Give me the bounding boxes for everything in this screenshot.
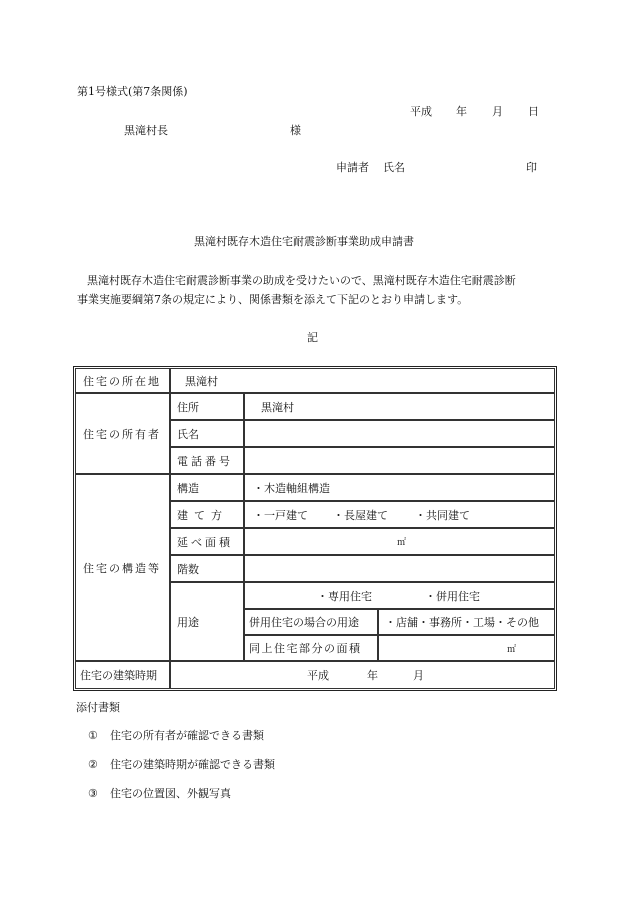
attachment-item-1 <box>88 730 264 741</box>
kozo-label-text: 構造 <box>177 481 199 495</box>
residential-area-label <box>244 635 378 661</box>
applicant-label: 申請者 <box>336 161 369 174</box>
tatekata-label <box>170 501 244 528</box>
owner-phone-label <box>170 447 244 474</box>
attachment-item-1-text: 住宅の所有者が確認できる書類 <box>110 729 264 742</box>
build-period-value[interactable] <box>170 661 555 689</box>
honorific: 様 <box>290 124 301 137</box>
owner-address-label <box>170 393 244 420</box>
owner-label-text: 住宅の所有者 <box>83 427 161 441</box>
applicant-name-label: 氏名 <box>383 161 405 174</box>
use-label-text: 用途 <box>177 615 199 629</box>
kozo-label <box>170 474 244 501</box>
addressee: 黒滝村長 <box>124 124 168 137</box>
date-month: 月 <box>492 105 503 118</box>
location-label-text: 住宅の所在地 <box>83 374 161 388</box>
attachments-heading: 添付書類 <box>76 701 120 714</box>
use-options <box>244 582 555 609</box>
attachment-item-2-text: 住宅の建築時期が確認できる書類 <box>110 758 275 771</box>
tatekata-option-2[interactable]: ・長屋建て <box>333 508 388 522</box>
tatekata-label-text: 建て方 <box>177 508 228 522</box>
attachment-item-1-num: ① <box>88 729 98 742</box>
owner-name-label <box>170 420 244 447</box>
owner-address-value: 黒滝村 <box>244 393 555 420</box>
seal-mark: 印 <box>526 161 537 174</box>
mixed-use-value: ・店舗・事務所・工場・その他 <box>378 609 555 635</box>
build-period-month: 月 <box>413 669 424 682</box>
kozo-value: ・木造軸組構造 <box>244 474 555 501</box>
owner-address-label-text: 住所 <box>177 400 199 414</box>
floors-value[interactable] <box>244 555 555 582</box>
use-option-2[interactable]: ・併用住宅 <box>425 589 480 603</box>
body-line-2: 事業実施要綱第7条の規定により、関係書類を添えて下記のとおり申請します。 <box>77 293 469 306</box>
attachment-item-2-num: ② <box>88 758 98 771</box>
residential-area-value[interactable] <box>378 635 555 661</box>
form-number: 第1号様式(第7条関係) <box>77 85 188 98</box>
owner-phone-label-text: 電話番号 <box>177 454 233 468</box>
build-period-year: 年 <box>367 669 378 682</box>
tatekata-option-3[interactable]: ・共同建て <box>415 508 470 522</box>
structure-label <box>75 474 170 661</box>
owner-name-value[interactable] <box>244 420 555 447</box>
attachment-item-3-text: 住宅の位置図、外観写真 <box>110 787 231 800</box>
document-title: 黒滝村既存木造住宅耐震診断事業助成申請書 <box>194 235 414 248</box>
tatekata-value <box>244 501 555 528</box>
date-year: 年 <box>456 105 467 118</box>
build-period-label: 住宅の建築時期 <box>75 661 170 689</box>
date-day: 日 <box>528 105 539 118</box>
floors-label-text: 階数 <box>177 562 199 576</box>
location-value: 黒滝村 <box>170 368 555 393</box>
attachment-item-2 <box>88 759 275 770</box>
floors-label <box>170 555 244 582</box>
residential-area-label-text: 同上住宅部分の面積 <box>249 642 362 655</box>
body-line-1: 黒滝村既存木造住宅耐震診断事業の助成を受けたいので、黒滝村既存木造住宅耐震診断 <box>87 274 516 287</box>
floor-area-label <box>170 528 244 555</box>
attachment-item-3-num: ③ <box>88 787 98 800</box>
use-label <box>170 582 244 661</box>
date-era: 平成 <box>410 105 432 118</box>
floor-area-label-text: 延べ面積 <box>177 535 233 549</box>
floor-area-value[interactable] <box>244 528 555 555</box>
ki-mark: 記 <box>307 331 318 344</box>
location-label <box>75 368 170 393</box>
tatekata-option-1[interactable]: ・一戸建て <box>253 508 308 522</box>
use-option-1[interactable]: ・専用住宅 <box>317 589 372 603</box>
structure-label-text: 住宅の構造等 <box>83 561 161 575</box>
mixed-use-label: 併用住宅の場合の用途 <box>244 609 378 635</box>
owner-name-label-text: 氏名 <box>177 427 199 441</box>
owner-label <box>75 393 170 474</box>
owner-phone-value[interactable] <box>244 447 555 474</box>
residential-area-unit: ㎡ <box>507 644 517 655</box>
attachment-item-3 <box>88 788 231 799</box>
floor-area-unit: ㎡ <box>397 538 407 548</box>
build-period-era: 平成 <box>307 669 329 682</box>
